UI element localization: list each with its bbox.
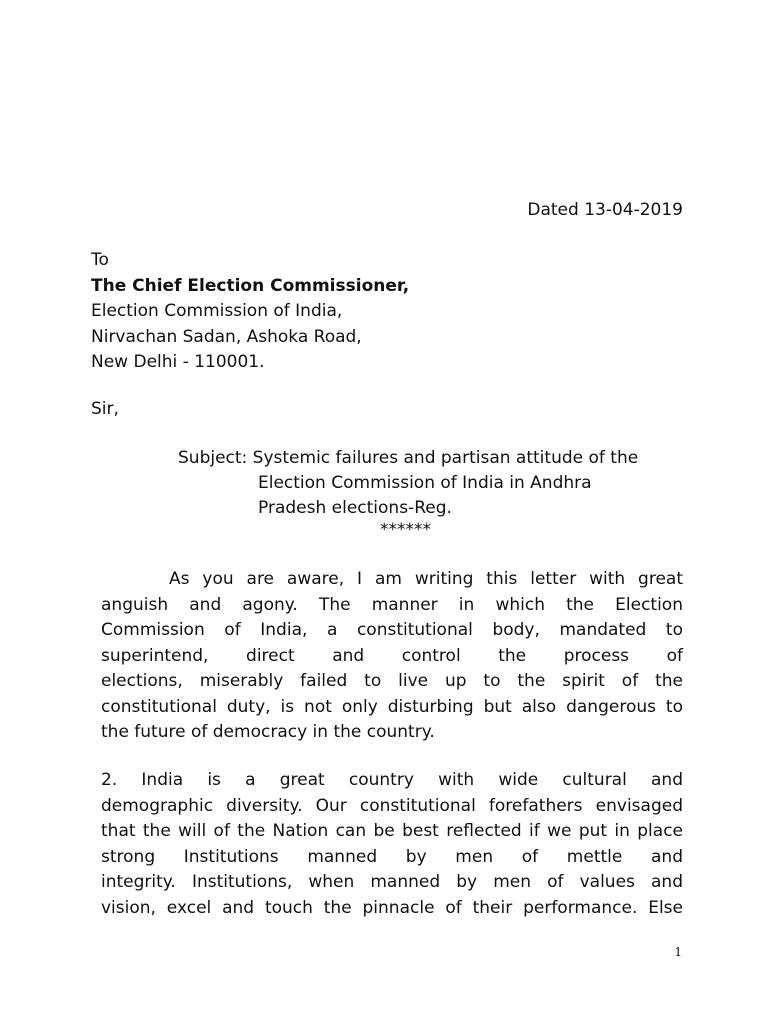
paragraph-line: strong Institutions manned by men of mettle and xyxy=(101,846,683,867)
paragraph-line: As you are aware, I am writing this letter with great xyxy=(169,569,683,589)
recipient-address xyxy=(91,248,409,376)
subject-block xyxy=(178,446,638,521)
paragraph-line: 2. India is a great country with wide cultural and xyxy=(101,770,683,790)
paragraph-line: elections, miserably failed to live up to the spirit of the xyxy=(101,671,683,691)
address-recipient: The Chief Election Commissioner, xyxy=(91,275,410,296)
paragraph-line: vision, excel and touch the pinnacle of their performance. Else xyxy=(101,897,683,918)
address-line-3: New Delhi - 110001. xyxy=(91,352,265,372)
paragraph-line: constitutional duty, is not only disturbing but also dangerous to xyxy=(101,696,683,717)
paragraph-line: the future of democracy in the country. xyxy=(101,722,435,742)
address-to: To xyxy=(91,250,109,270)
salutation: Sir, xyxy=(91,399,119,419)
address-line-2: Nirvachan Sadan, Ashoka Road, xyxy=(91,326,362,347)
paragraph-line: that the will of the Nation can be best reflected if we put in place xyxy=(101,821,683,841)
paragraph-line: integrity. Institutions, when manned by men of values and xyxy=(101,872,683,892)
address-line-1: Election Commission of India, xyxy=(91,301,343,321)
paragraph-line: anguish and agony. The manner in which the Election xyxy=(101,594,683,615)
subject-line-3: Pradesh elections-Reg. xyxy=(258,498,452,518)
separator-stars: ****** xyxy=(380,520,431,540)
letter-date: Dated 13-04-2019 xyxy=(527,200,683,220)
paragraph-2 xyxy=(101,768,683,921)
subject-line-1: Subject: Systemic failures and partisan attitude of the xyxy=(178,448,639,468)
paragraph-line: demographic diversity. Our constitutional forefathers envisaged xyxy=(101,795,683,816)
subject-line-2: Election Commission of India in Andhra xyxy=(258,473,592,493)
paragraph-line: superintend, direct and control the process of xyxy=(101,645,683,666)
paragraph-line: Commission of India, a constitutional body, mandated to xyxy=(101,620,683,640)
paragraph-1 xyxy=(101,567,683,746)
page-number: 1 xyxy=(674,945,682,959)
